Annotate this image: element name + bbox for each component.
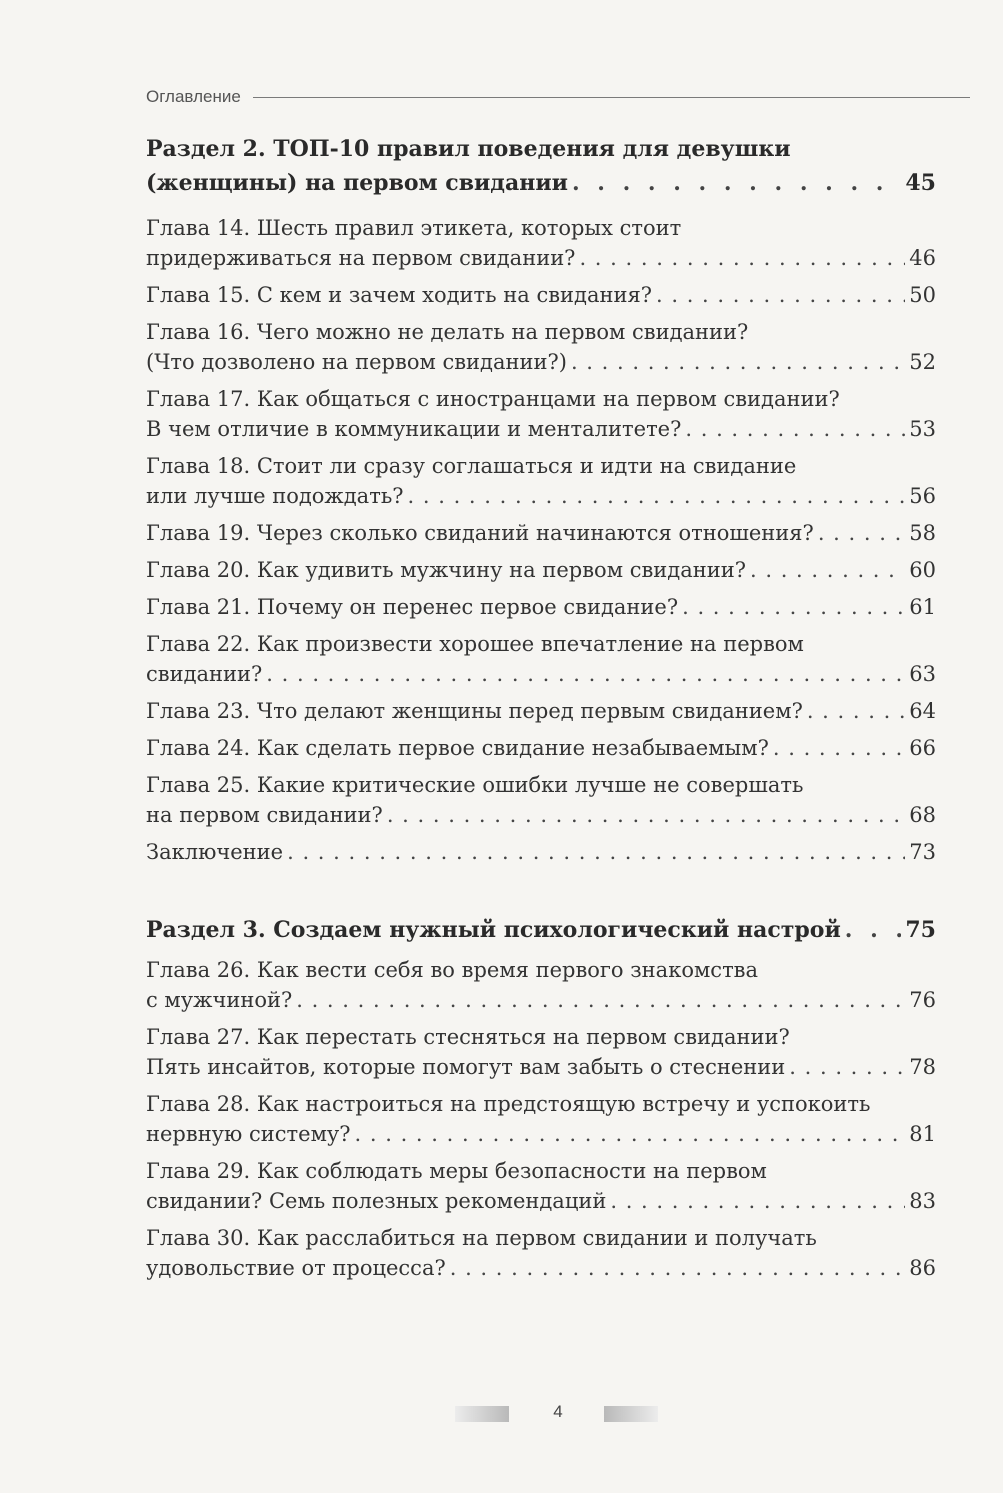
toc-entry-ch20[interactable]: Глава 20. Как удивить мужчину на первом свидании? . . . 60: [146, 555, 936, 585]
toc-entry-ch27[interactable]: Глава 27. Как перестать стесняться на первом свидании? Пять инсайтов, которые помогут вам забыть о стеснении . . . 78: [146, 1022, 936, 1082]
dot-leader: [579, 243, 905, 273]
dot-leader: [387, 800, 905, 830]
toc-entry-ch29[interactable]: Глава 29. Как соблюдать меры безопасности на первом свидании? Семь полезных рекомендаций . . . 83: [146, 1156, 936, 1216]
toc-page-number: 66: [909, 736, 936, 760]
toc-entry-ch16[interactable]: Глава 16. Чего можно не делать на первом свидании? (Что дозволено на первом свидании?) . . . 52: [146, 317, 936, 377]
dot-leader: [750, 555, 905, 585]
dot-leader: [685, 414, 905, 444]
dot-leader: [610, 1186, 905, 1216]
dot-leader: [789, 1052, 905, 1082]
toc-entry-ch28[interactable]: Глава 28. Как настроиться на предстоящую встречу и успокоить нервную систему? . . . 81: [146, 1089, 936, 1149]
dot-leader: [572, 166, 901, 200]
toc-page-number: 61: [909, 595, 936, 619]
dot-leader: [355, 1119, 906, 1149]
dot-leader: [266, 659, 905, 689]
toc-page-number: 76: [909, 988, 936, 1012]
toc-page-number: 60: [909, 558, 936, 582]
toc-entry-conclusion[interactable]: Заключение . . . 73: [146, 837, 936, 867]
toc-page-number: 45: [905, 170, 936, 196]
toc-page-number: 75: [905, 917, 936, 943]
toc-entry-ch14[interactable]: Глава 14. Шесть правил этикета, которых стоит придерживаться на первом свидании? . . . 46: [146, 213, 936, 273]
dot-leader: [656, 280, 905, 310]
footer-decor-bar-left: [455, 1406, 509, 1422]
toc-entry-ch26[interactable]: Глава 26. Как вести себя во время первого знакомства с мужчиной? . . . 76: [146, 955, 936, 1015]
dot-leader: [682, 592, 905, 622]
toc-page-number: 73: [909, 840, 936, 864]
toc-section-title-last-line: (женщины) на первом свидании . . . 45: [146, 166, 936, 200]
toc-page-number: 83: [909, 1189, 936, 1213]
toc-page-number: 53: [909, 417, 936, 441]
dot-leader: [818, 518, 905, 548]
toc-page-number: 58: [909, 521, 936, 545]
toc-entry-ch23[interactable]: Глава 23. Что делают женщины перед первым свиданием? . . . 64: [146, 696, 936, 726]
dot-leader: [287, 837, 905, 867]
table-of-contents: [146, 132, 936, 1283]
toc-page-number: 50: [909, 283, 936, 307]
toc-section-2: [146, 132, 936, 200]
toc-entry-ch15[interactable]: Глава 15. С кем и зачем ходить на свидания? . . . 50: [146, 280, 936, 310]
dot-leader: [408, 481, 906, 511]
footer-decor-bar-right: [604, 1406, 658, 1422]
toc-page-number: 46: [909, 246, 936, 270]
running-head-rule: [253, 97, 970, 98]
dot-leader: [571, 347, 905, 377]
toc-entry-ch19[interactable]: Глава 19. Через сколько свиданий начинаются отношения? . . . 58: [146, 518, 936, 548]
toc-section-title-last-line: Раздел 3. Создаем нужный психологический настрой . . . 75: [146, 913, 936, 947]
toc-page-number: 64: [909, 699, 936, 723]
page-footer: [0, 1402, 1003, 1426]
toc-entry-ch24[interactable]: Глава 24. Как сделать первое свидание незабываемым? . . . 66: [146, 733, 936, 763]
toc-page-number: 52: [909, 350, 936, 374]
dot-leader: [450, 1253, 906, 1283]
toc-entry-ch21[interactable]: Глава 21. Почему он перенес первое свидание? . . . 61: [146, 592, 936, 622]
page-number: 4: [553, 1402, 563, 1421]
toc-page-number: 86: [909, 1256, 936, 1280]
dot-leader: [807, 696, 905, 726]
toc-page-number: 63: [909, 662, 936, 686]
toc-page-number: 56: [909, 484, 936, 508]
toc-section-title-line: Раздел 2. ТОП-10 правил поведения для девушки: [146, 136, 791, 162]
toc-page-number: 68: [909, 803, 936, 827]
dot-leader: [773, 733, 905, 763]
toc-section-3: [146, 913, 936, 947]
running-head-title: Оглавление: [146, 87, 241, 106]
toc-page-number: 78: [909, 1055, 936, 1079]
dot-leader: [845, 913, 902, 947]
toc-entry-ch25[interactable]: Глава 25. Какие критические ошибки лучше не совершать на первом свидании? . . . 68: [146, 770, 936, 830]
toc-entry-ch17[interactable]: Глава 17. Как общаться с иностранцами на первом свидании? В чем отличие в коммуникации и менталитете? . . . 53: [146, 384, 936, 444]
toc-entry-ch30[interactable]: Глава 30. Как расслабиться на первом свидании и получать удовольствие от процесса? . . . 86: [146, 1223, 936, 1283]
toc-page-number: 81: [909, 1122, 936, 1146]
running-head: [146, 86, 970, 108]
dot-leader: [296, 985, 905, 1015]
toc-entry-ch18[interactable]: Глава 18. Стоит ли сразу соглашаться и идти на свидание или лучше подождать? . . . 56: [146, 451, 936, 511]
toc-entry-ch22[interactable]: Глава 22. Как произвести хорошее впечатление на первом свидании? . . . 63: [146, 629, 936, 689]
